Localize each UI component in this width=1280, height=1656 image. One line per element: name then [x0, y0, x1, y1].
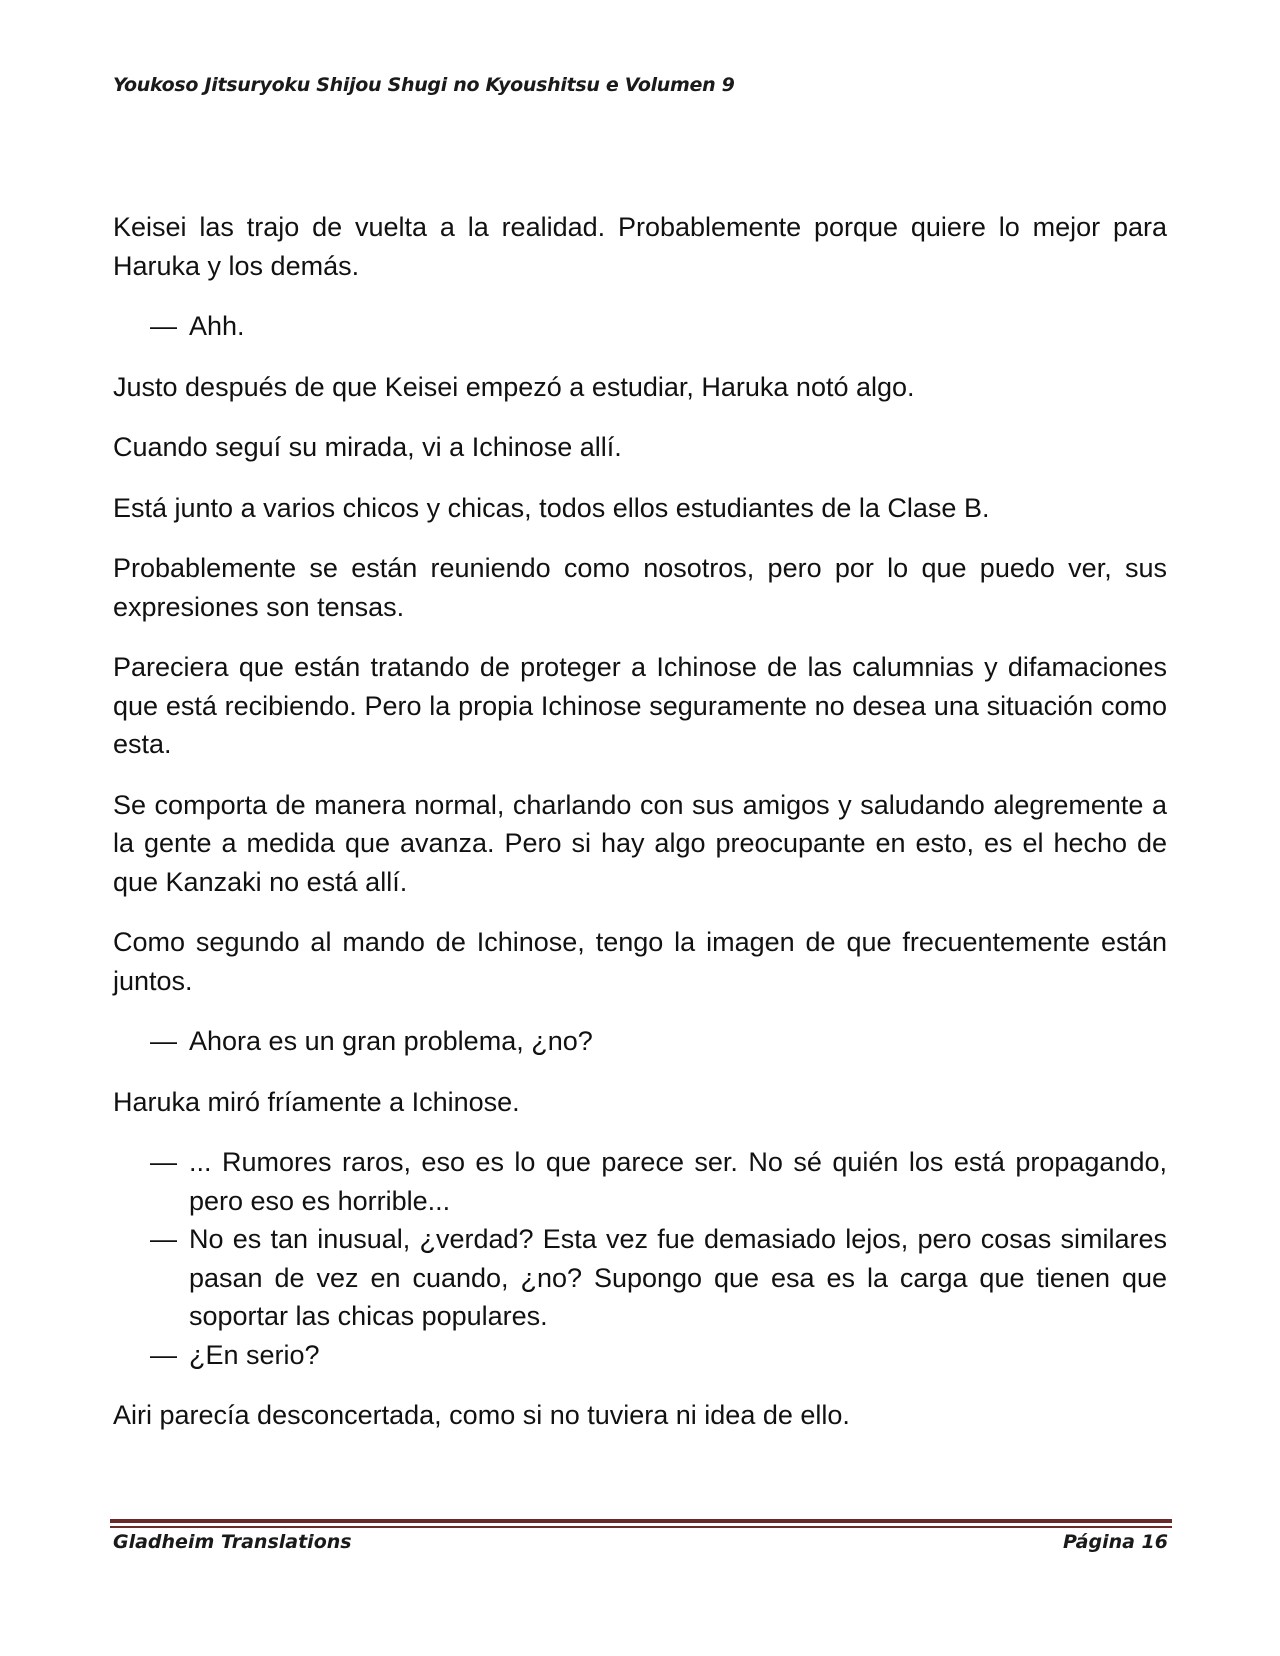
dialogue-dash: —: [150, 1147, 177, 1177]
dialogue-dash: —: [150, 1224, 177, 1254]
paragraph: Haruka miró fríamente a Ichinose.: [113, 1086, 520, 1117]
paragraph: Como segundo al mando de Ichinose, tengo la imagen de que frecuentemente están juntos.: [113, 927, 1167, 996]
dialogue-text: ... Rumores raros, eso es lo que parece ser. No sé quién los está propagando, pero eso es horrible...: [189, 1147, 1167, 1216]
footer-divider-thick: [110, 1519, 1172, 1523]
dialogue-dash: —: [150, 311, 177, 341]
paragraph: Se comporta de manera normal, charlando con sus amigos y saludando alegremente a la gente a medida que avanza. Pero si hay algo preocupante en esto, es el hecho de que Kanzaki no está allí.: [113, 789, 1167, 897]
dialogue-text: Ahora es un gran problema, ¿no?: [189, 1026, 593, 1056]
page-body: [113, 208, 1167, 1457]
dialogue-line: [113, 1220, 1167, 1336]
paragraph: Probablemente se están reuniendo como nosotros, pero por lo que puedo ver, sus expresiones son tensas.: [113, 553, 1167, 622]
paragraph: Cuando seguí su mirada, vi a Ichinose allí.: [113, 432, 622, 462]
dialogue-dash: —: [150, 1339, 177, 1370]
dialogue-dash: —: [150, 1026, 177, 1056]
dialogue-line: [113, 1022, 1167, 1061]
dialogue-text: ¿En serio?: [189, 1339, 320, 1370]
dialogue-line: [113, 1143, 1167, 1220]
dialogue-line: [113, 307, 1167, 346]
page-number: Página 16: [1062, 1531, 1168, 1553]
dialogue-text: Ahh.: [189, 311, 245, 341]
running-header: Youkoso Jitsuryoku Shijou Shugi no Kyoushitsu e Volumen 9: [113, 74, 735, 96]
paragraph: Airi parecía desconcertada, como si no tuviera ni idea de ello.: [113, 1400, 850, 1430]
footer-credit: Gladheim Translations: [113, 1531, 352, 1553]
paragraph: Está junto a varios chicos y chicas, todos ellos estudiantes de la Clase B.: [113, 492, 990, 523]
footer-divider-thin: [110, 1526, 1172, 1528]
paragraph: Justo después de que Keisei empezó a estudiar, Haruka notó algo.: [113, 371, 915, 402]
paragraph: Pareciera que están tratando de proteger a Ichinose de las calumnias y difamaciones que está recibiendo. Pero la propia Ichinose seguramente no desea una situación como esta.: [113, 652, 1167, 759]
dialogue-line: [113, 1336, 1167, 1375]
paragraph: Keisei las trajo de vuelta a la realidad. Probablemente porque quiere lo mejor para Haruka y los demás.: [113, 212, 1167, 281]
dialogue-text: No es tan inusual, ¿verdad? Esta vez fue demasiado lejos, pero cosas similares pasan de vez en cuando, ¿no? Supongo que esa es la carga que tienen que soportar las chicas populares.: [189, 1224, 1167, 1331]
